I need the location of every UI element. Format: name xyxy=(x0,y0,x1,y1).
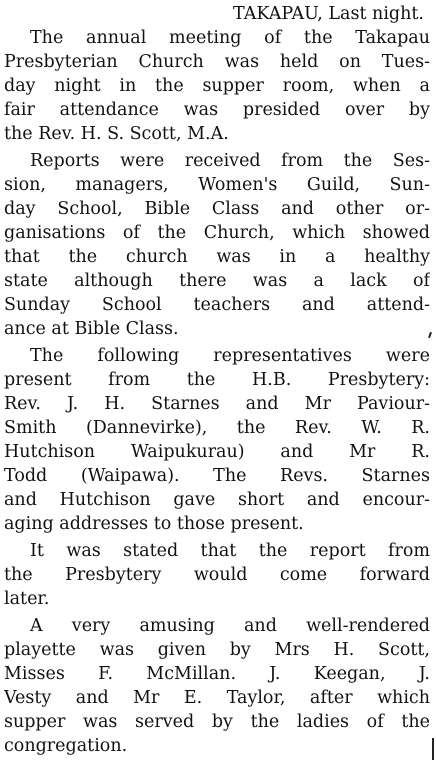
column-rule-mark xyxy=(432,738,434,760)
paragraph-annual-meeting xyxy=(4,26,430,146)
paragraph-report-statement xyxy=(4,539,430,611)
text-line: Sunday School teachers and attend- xyxy=(4,295,430,315)
text-line: day night in the supper room, when a xyxy=(4,76,430,96)
text-line: that the church was in a healthy xyxy=(4,247,430,267)
dateline: TAKAPAU, Last night. xyxy=(233,4,424,24)
text-line: It was stated that the report from xyxy=(30,541,430,561)
text-line: congregation. xyxy=(4,736,128,756)
text-line: Vesty and Mr E. Taylor, after which xyxy=(4,688,430,708)
text-line: the Rev. H. S. Scott, M.A. xyxy=(4,124,229,144)
text-line: Misses F. McMillan. J. Keegan, J. xyxy=(4,664,430,684)
paragraph-playette xyxy=(4,614,430,758)
text-line: Smith (Dannevirke), the Rev. W. R. xyxy=(4,418,430,438)
text-line: state although there was a lack of xyxy=(4,271,430,291)
text-line: The annual meeting of the Takapau xyxy=(30,28,430,48)
text-line: The following representatives were xyxy=(30,346,430,366)
print-speck-mark xyxy=(428,332,432,338)
text-line: Reports were received from the Ses- xyxy=(30,151,430,171)
text-line: Rev. J. H. Starnes and Mr Paviour- xyxy=(4,394,430,414)
text-line: Presbyterian Church was held on Tues- xyxy=(4,52,430,72)
text-line: A very amusing and well-rendered xyxy=(30,616,430,636)
text-line: later. xyxy=(4,589,50,609)
text-line: Todd (Waipawa). The Revs. Starnes xyxy=(4,466,430,486)
text-line: Hutchison Waipukurau) and Mr R. xyxy=(4,442,430,462)
text-line: ganisations of the Church, which showed xyxy=(4,223,430,243)
text-line: and Hutchison gave short and encour- xyxy=(4,490,430,510)
text-line: ance at Bible Class. xyxy=(4,319,179,339)
text-line: supper was served by the ladies of the xyxy=(4,712,430,732)
text-line: present from the H.B. Presbytery: xyxy=(4,370,430,390)
text-line: fair attendance was presided over by xyxy=(4,100,430,120)
paragraph-representatives xyxy=(4,344,430,536)
text-line: sion, managers, Women's Guild, Sun- xyxy=(4,175,430,195)
paragraph-reports xyxy=(4,149,430,341)
text-line: aging addresses to those present. xyxy=(4,514,304,534)
text-line: playette was given by Mrs H. Scott, xyxy=(4,640,430,660)
text-line: day School, Bible Class and other or- xyxy=(4,199,430,219)
text-line: the Presbytery would come forward xyxy=(4,565,430,585)
